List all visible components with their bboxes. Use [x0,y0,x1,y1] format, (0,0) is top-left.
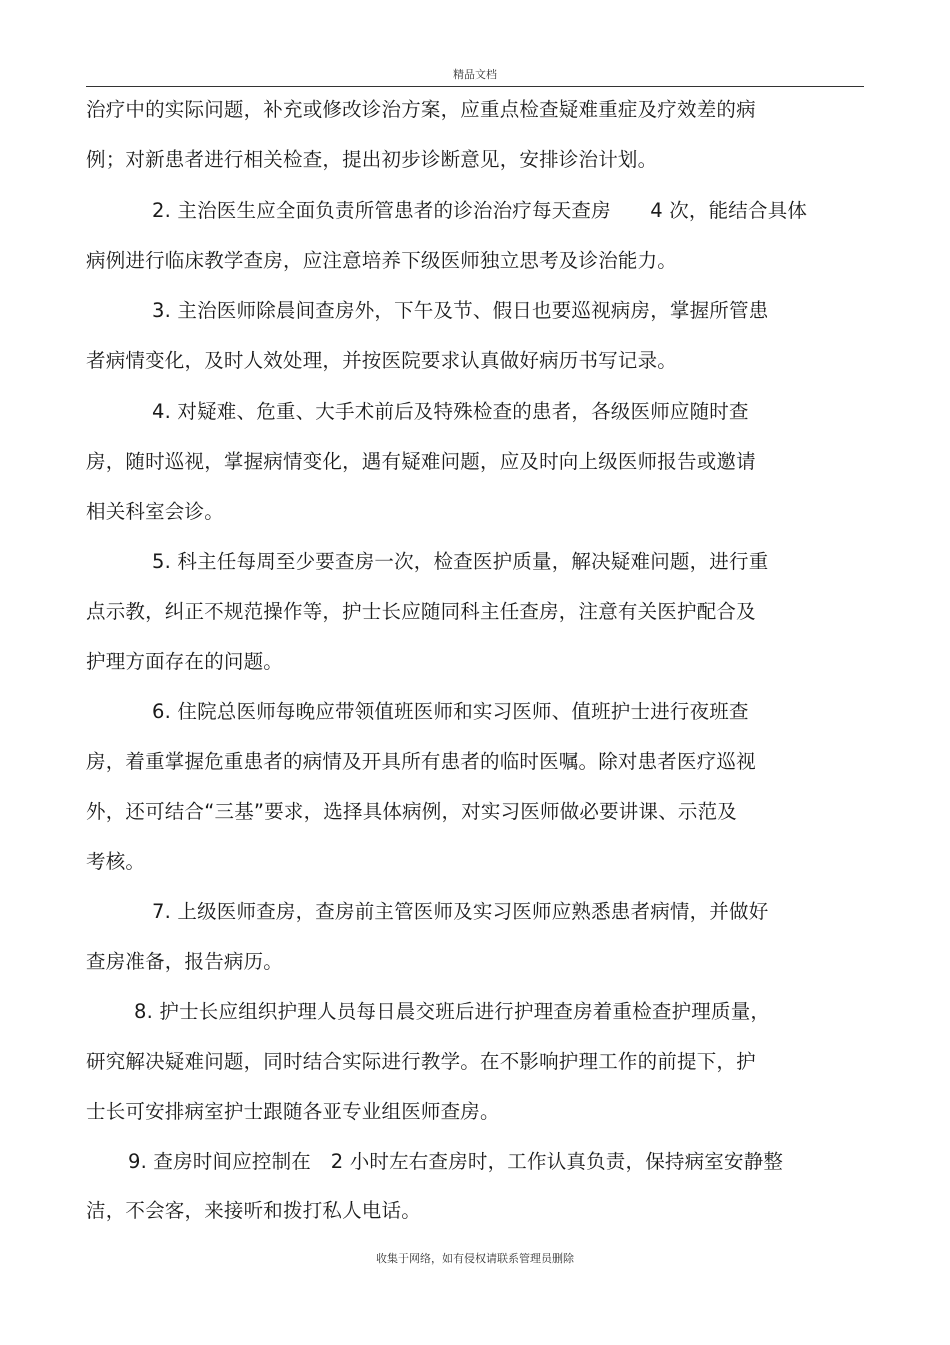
page-footer: 收集于网络，如有侵权请联系管理员删除 [376,1252,574,1265]
body-line: 房，随时巡视，掌握病情变化，遇有疑难问题，应及时向上级医师报告或邀请 [86,450,756,473]
body-line: 2. 主治医生应全面负责所管患者的诊治治疗每天查房 4 次，能结合具体 [152,199,808,222]
body-line: 点示教，纠正不规范操作等，护士长应随同科主任查房，注意有关医护配合及 [86,600,756,623]
body-line: 者病情变化，及时人效处理，并按医院要求认真做好病历书写记录。 [86,349,678,372]
page-header: 精品文档 [453,68,497,81]
body-line: 护理方面存在的问题。 [86,650,284,673]
body-line: 3. 主治医师除晨间查房外，下午及节、假日也要巡视病房，掌握所管患 [152,299,769,322]
body-line: 查房准备，报告病历。 [86,950,284,973]
body-line: 洁，不会客，来接听和拨打私人电话。 [86,1199,421,1222]
body-line: 6. 住院总医师每晚应带领值班医师和实习医师、值班护士进行夜班查 [152,700,749,723]
body-line: 9. 查房时间应控制在 2 小时左右查房时，工作认真负责，保持病室安静整 [128,1150,784,1173]
body-line: 房，着重掌握危重患者的病情及开具所有患者的临时医嘱。除对患者医疗巡视 [86,750,756,773]
body-line: 5. 科主任每周至少要查房一次，检查医护质量，解决疑难问题，进行重 [152,550,769,573]
body-line: 考核。 [86,850,146,873]
body-line: 7. 上级医师查房，查房前主管医师及实习医师应熟悉患者病情，并做好 [152,900,769,923]
body-line: 例；对新患者进行相关检查，提出初步诊断意见，安排诊治计划。 [86,148,658,171]
body-line: 研究解决疑难问题，同时结合实际进行教学。在不影响护理工作的前提下，护 [86,1050,756,1073]
body-line: 8. 护士长应组织护理人员每日晨交班后进行护理查房着重检查护理质量， [134,1000,771,1023]
body-line: 外，还可结合“三基”要求，选择具体病例，对实习医师做必要讲课、示范及 [86,800,738,823]
body-line: 士长可安排病室护士跟随各亚专业组医师查房。 [86,1100,500,1123]
body-line: 相关科室会诊。 [86,500,224,523]
body-line: 病例进行临床教学查房，应注意培养下级医师独立思考及诊治能力。 [86,249,678,272]
header-divider [86,86,864,87]
body-line: 4. 对疑难、危重、大手术前后及特殊检查的患者，各级医师应随时查 [152,400,749,423]
body-line: 治疗中的实际问题，补充或修改诊治方案，应重点检查疑难重症及疗效差的病 [86,98,756,121]
